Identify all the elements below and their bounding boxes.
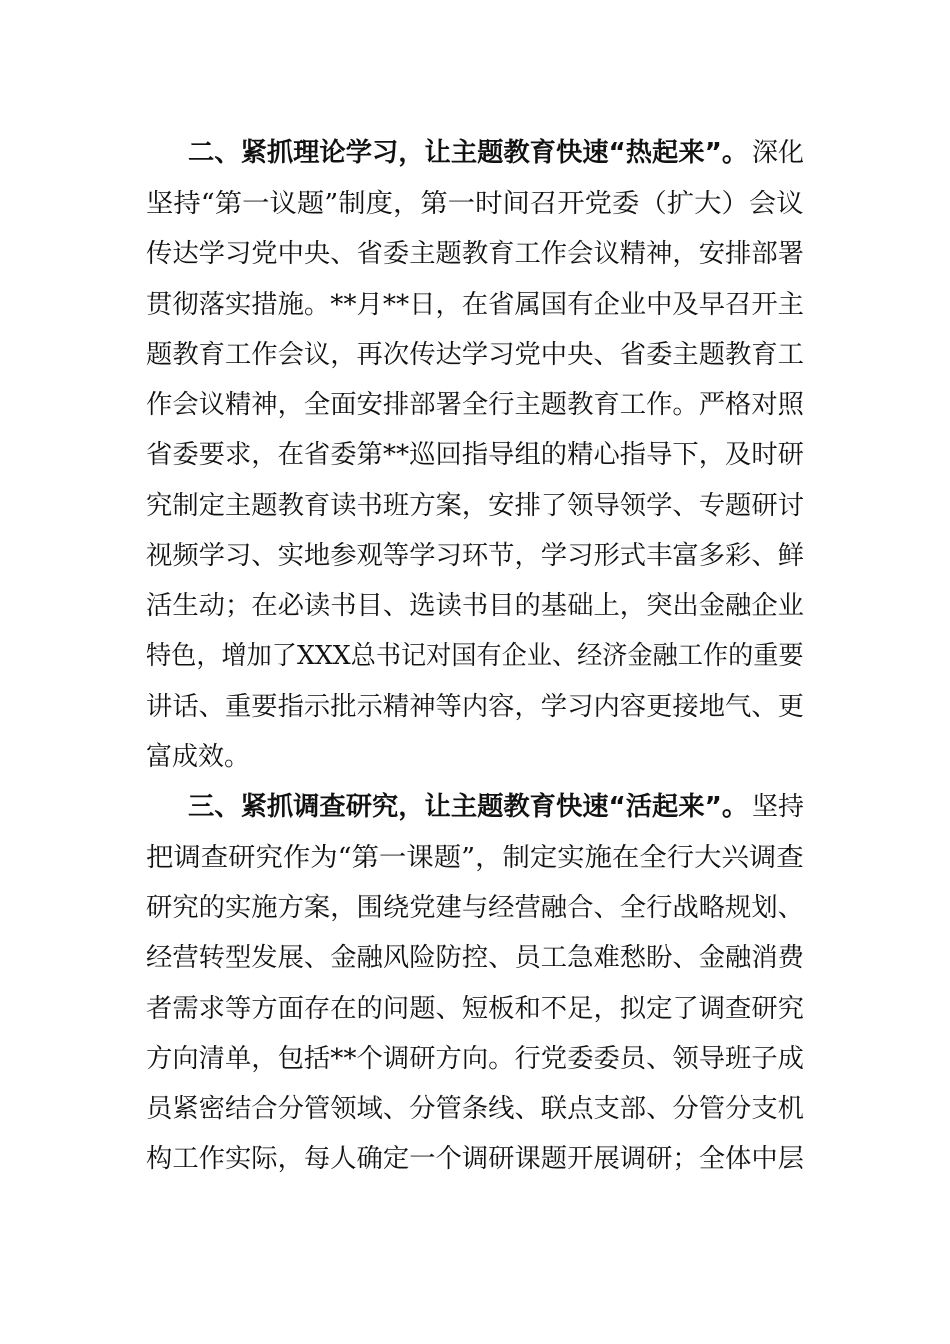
section2-line-6: 省委要求，在省委第**巡回指导组的精心指导下，及时研 [146, 440, 805, 470]
section3-line [0, 1039, 950, 1079]
section3-line [0, 938, 950, 978]
section3-line [0, 888, 950, 928]
section3-line-3: 经营转型发展、金融风险防控、员工急难愁盼、金融消费 [146, 943, 805, 973]
section3-line-0: 坚持 [752, 792, 805, 822]
section2-line-7: 究制定主题教育读书班方案，安排了领导领学、专题研讨 [146, 491, 805, 521]
section2-first-line [0, 133, 950, 173]
section2-line-5: 作会议精神，全面安排部署全行主题教育工作。严格对照 [146, 390, 805, 420]
section3-line [0, 989, 950, 1029]
section2-line [0, 234, 950, 274]
section2-line [0, 385, 950, 425]
section3-first-line [0, 787, 950, 827]
section2-line-1: 坚持“第一议题”制度，第一时间召开党委（扩大）会议 [146, 189, 804, 219]
section2-heading: 二、紧抓理论学习，让主题教育快速“热起来”。 [188, 138, 749, 168]
section3-line [0, 1089, 950, 1129]
section2-line [0, 435, 950, 475]
section3-line [0, 1139, 950, 1179]
section2-line-0: 深化 [752, 138, 805, 168]
section2-line-8: 视频学习、实地参观等学习环节，学习形式丰富多彩、鲜 [146, 541, 805, 571]
section3-line [0, 838, 950, 878]
section3-line-7: 构工作实际，每人确定一个调研课题开展调研；全体中层 [146, 1144, 805, 1174]
section2-line [0, 586, 950, 626]
section2-line [0, 184, 950, 224]
section3-heading: 三、紧抓调查研究，让主题教育快速“活起来”。 [188, 792, 749, 822]
section2-line [0, 486, 950, 526]
section3-line-1: 把调查研究作为“第一课题”，制定实施在全行大兴调查 [146, 843, 804, 873]
section2-line-12: 富成效。 [146, 742, 251, 772]
section3-line-5: 方向清单，包括**个调研方向。行党委委员、领导班子成 [146, 1044, 805, 1074]
section2-line [0, 536, 950, 576]
section2-line-10: 特色，增加了XXX总书记对国有企业、经济金融工作的重要 [146, 641, 804, 671]
section3-line-2: 研究的实施方案，围绕党建与经营融合、全行战略规划、 [146, 893, 805, 923]
section2-line-11: 讲话、重要指示批示精神等内容，学习内容更接地气、更 [146, 692, 805, 722]
section2-line [0, 335, 950, 375]
section3-line-4: 者需求等方面存在的问题、短板和不足，拟定了调查研究 [146, 994, 805, 1024]
section2-line-9: 活生动；在必读书目、选读书目的基础上，突出金融企业 [146, 591, 805, 621]
section2-line-2: 传达学习党中央、省委主题教育工作会议精神，安排部署 [146, 239, 805, 269]
section2-line-3: 贯彻落实措施。**月**日，在省属国有企业中及早召开主 [146, 290, 805, 320]
section2-line [0, 636, 950, 676]
section3-line-6: 员紧密结合分管领域、分管条线、联点支部、分管分支机 [146, 1094, 805, 1124]
section2-line [0, 285, 950, 325]
section2-line [0, 737, 950, 777]
section2-line-4: 题教育工作会议，再次传达学习党中央、省委主题教育工 [146, 340, 805, 370]
section2-line [0, 687, 950, 727]
